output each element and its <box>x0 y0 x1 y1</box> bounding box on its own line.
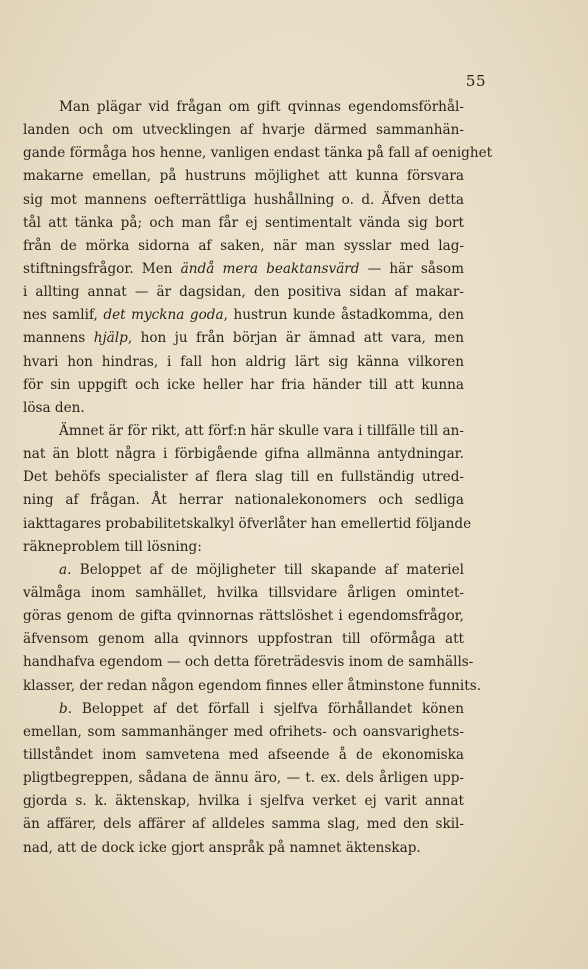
text-segment: , hustrun kunde åstadkomma, den <box>223 307 464 324</box>
text-line <box>23 304 464 327</box>
text-line: i allting annat — är dagsidan, den positiva sidan af makar- <box>23 284 464 301</box>
text-line: äfvensom genom alla qvinnors uppfostran till oförmåga att <box>23 631 464 648</box>
italic-text: hjälp <box>93 330 128 347</box>
text-line: gjorda s. k. äktenskap, hvilka i sjelfva verket ej varit annat <box>23 793 464 810</box>
text-line: än affärer, dels affärer af alldeles samma slag, med den skil- <box>23 816 464 833</box>
text-segment: , hon ju från början är ämnad att vara, men <box>127 330 464 347</box>
text-line: sig mot mannens oefterrättliga hushållning o. d. Äfven detta <box>23 191 464 208</box>
text-line: ning af frågan. Åt herrar nationalekonomers och sedliga <box>23 492 464 509</box>
italic-text: det myckna goda <box>103 307 224 324</box>
text-line: för sin uppgift och icke heller har fria händer till att kunna <box>23 376 464 393</box>
text-line: Man plägar vid frågan om gift qvinnas egendomsförhål- <box>59 99 464 115</box>
text-line: pligtbegreppen, sådana de ännu äro, — t. ex. dels årligen upp- <box>23 770 464 787</box>
text-line: handhafva egendom — och detta företrädesvis inom de samhälls- <box>23 654 474 671</box>
text-segment: — här såsom <box>359 260 465 277</box>
italic-text: b <box>59 700 68 717</box>
text-line: lösa den. <box>23 399 85 416</box>
text-line: hvari hon hindras, i fall hon aldrig lärt sig känna vilkoren <box>23 353 464 370</box>
text-line: iakttagares probabilitetskalkyl öfverlåter han emellertid följande <box>23 515 472 532</box>
text-line: från de mörka sidorna af saken, när man sysslar med lag- <box>23 237 464 254</box>
text-line <box>23 258 464 281</box>
text-segment: . Beloppet af det förfall i sjelfva förhållandet könen <box>67 700 464 717</box>
body-text <box>23 96 493 860</box>
text-segment: mannens <box>23 330 94 347</box>
text-line: landen och om utvecklingen af hvarje därmed sammanhän- <box>23 122 464 139</box>
text-line: Det behöfs specialister af flera slag till en fullständig utred- <box>23 469 464 486</box>
text-line <box>23 327 464 350</box>
text-line: makarne emellan, på hustruns möjlighet att kunna försvara <box>23 168 464 185</box>
text-line: välmåga inom samhället, hvilka tillsvidare årligen omintet- <box>23 584 464 601</box>
text-line: göras genom de gifta qvinnornas rättslöshet i egendomsfrågor, <box>23 608 464 625</box>
text-line: nat än blott några i förbigående gifna allmänna antydningar. <box>23 446 464 463</box>
text-segment: nes samlif, <box>23 307 104 324</box>
text-line <box>23 698 464 721</box>
text-line: tillståndet inom samvetena med afseende å de ekonomiska <box>23 746 464 763</box>
text-line: räkneproblem till lösning: <box>23 538 202 555</box>
italic-text: a <box>59 561 68 578</box>
text-line: gande förmåga hos henne, vanligen endast tänka på fall af oenighet <box>23 145 493 162</box>
text-line: emellan, som sammanhänger med ofrihets- och oansvarighets- <box>23 723 464 740</box>
text-line: klasser, der redan någon egendom finnes eller åtminstone funnits. <box>23 677 482 694</box>
text-line: nad, att de dock icke gjort anspråk på namnet äktenskap. <box>23 839 421 856</box>
text-line: Ämnet är för rikt, att förf:n här skulle vara i tillfälle till an- <box>59 422 464 439</box>
text-line: tål att tänka på; och man får ej sentimentalt vända sig bort <box>23 214 464 231</box>
italic-text: ändå mera beaktansvärd <box>180 260 360 277</box>
page-number: 55 <box>465 72 486 90</box>
text-segment: . Beloppet af de möjligheter till skapande af materiel <box>67 561 464 578</box>
text-segment: stiftningsfrågor. Men <box>23 260 181 277</box>
text-line <box>23 559 464 582</box>
